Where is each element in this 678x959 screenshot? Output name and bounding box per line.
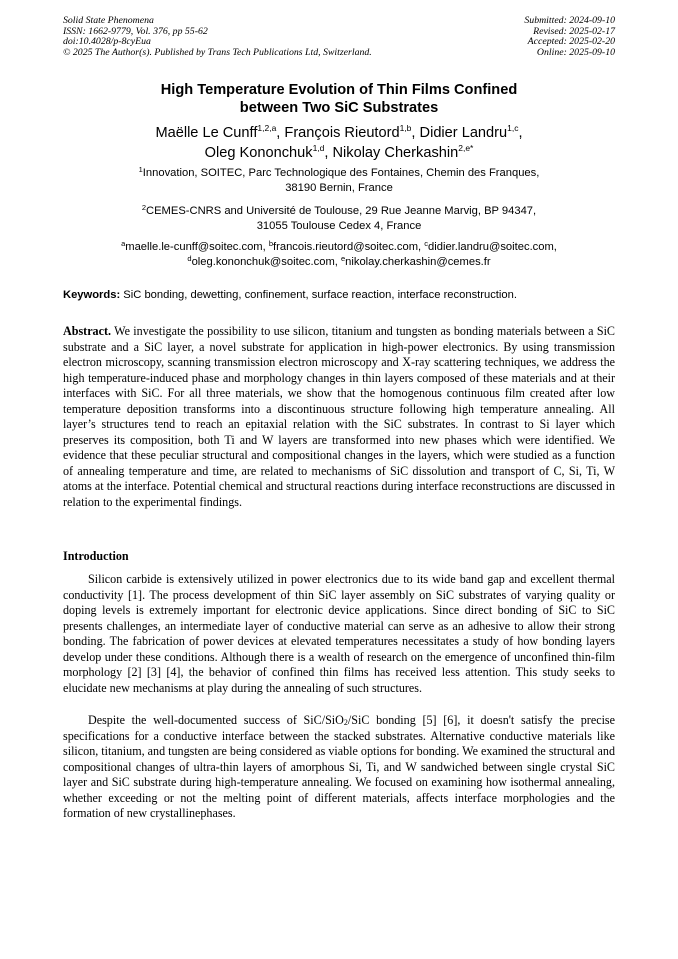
- affiliation-2: [63, 204, 615, 234]
- keywords: [63, 288, 615, 302]
- keywords-label: Keywords:: [63, 289, 121, 301]
- issn-line: ISSN: 1662-9779, Vol. 376, pp 55-62: [63, 25, 208, 37]
- copyright-line: © 2025 The Author(s). Published by Trans Tech Publications Ltd, Switzerland.: [63, 46, 372, 58]
- author-sup: 1,d: [312, 143, 325, 153]
- email-address[interactable]: nikolay.cherkashin@cemes.fr: [345, 255, 491, 268]
- section-heading-introduction: Introduction: [63, 549, 129, 563]
- author-emails: [63, 240, 615, 269]
- email-sup: a: [121, 239, 126, 248]
- email-sup: e: [340, 253, 346, 263]
- author-name: Maëlle Le Cunff: [155, 125, 258, 141]
- title-line-2: between Two SiC Substrates: [239, 100, 439, 116]
- accepted-date: Accepted: 2025-02-20: [527, 36, 615, 48]
- author-name: Oleg Kononchuk: [204, 145, 313, 161]
- email-address[interactable]: oleg.kononchuk@soitec.com,: [191, 255, 341, 268]
- title-line-1: High Temperature Evolution of Thin Films Confined: [160, 82, 518, 98]
- intro-paragraph-2: [63, 713, 615, 822]
- revised-date: Revised: 2025-02-17: [533, 25, 615, 37]
- author-name: François Rieutord: [284, 125, 400, 141]
- author-list: [63, 123, 615, 163]
- journal-info: [63, 16, 372, 58]
- authors-line-1: [63, 123, 615, 143]
- author-name: Nikolay Cherkashin: [332, 145, 459, 161]
- abstract-label: Abstract.: [63, 324, 112, 338]
- keywords-text: SiC bonding, dewetting, confinement, surface reaction, interface reconstruction.: [120, 289, 517, 301]
- author-sep: ,: [518, 125, 523, 141]
- affil-line: 31055 Toulouse Cedex 4, France: [256, 220, 422, 232]
- affil-line: Innovation, SOITEC, Parc Technologique des Fontaines, Chemin des Franques,: [142, 167, 540, 179]
- affil-sup: 1: [138, 165, 143, 174]
- author-sup: 1,c: [507, 123, 519, 133]
- para2-text-a: Despite the well-documented success of SiC/SiO: [88, 713, 344, 727]
- email-sup: d: [187, 253, 192, 263]
- email-sup: b: [268, 239, 274, 248]
- author-sup: 1,2,a: [257, 123, 277, 133]
- authors-line-2: [63, 143, 615, 163]
- email-address[interactable]: francois.rieutord@soitec.com,: [273, 241, 425, 253]
- email-address[interactable]: didier.landru@soitec.com,: [428, 241, 557, 253]
- para2-subscript: 2: [343, 718, 348, 727]
- para2-text-b: /SiC bonding [5] [6], it doesn't satisfy the precise specifications for a conductive interface between the stacked substrates. Alternative conductive materials like silicon, titanium, and tungsten are being considered as viable options for bonding. We examined the structural and compositional changes of ultra-thin layers of amorphous Si, Ti, and W sandwiched between single crystal SiC layer and SiC substrate during high-temperature annealing. We focused on examining how isothermal annealing, whether exceeding or not the melting point of different materials, affects interface morphologies and the formation of new crystallinephases.: [63, 713, 615, 821]
- author-sep: ,: [324, 145, 333, 161]
- doi-line: doi:10.4028/p-8cyEua: [63, 36, 151, 48]
- abstract-text: We investigate the possibility to use silicon, titanium and tungsten as bonding materials between a SiC substrate and a SiC layer, a novel substrate for application in high-power electronics. By using transmission electron microscopy, scanning transmission electron microscopy and X-ray scattering techniques, we address the high temperature-induced phase and morphology changes in thin layers composed of these materials and at their interfaces with SiC. For all three materials, we show that the homogenous continuous film created after low temperature deposition transforms into a discontinuous structure following high temperature annealing. All layer’s structures tend to reach an epitaxial relation with the SiC substrates. In contrast to Si layer which preserves its composition, both Ti and W layers are transformed into new phases which were identified. We evidence that these peculiar structural and compositional changes in the layers, which were studied as a function of annealing temperature and time, are related to mechanisms of SiC dissolution and transport of C, Si, Ti, W atoms at the interface. Potential chemical and structural reactions during interface reconstructions are discussed in relation to the experimental findings.: [63, 324, 615, 510]
- email-address[interactable]: maelle.le-cunff@soitec.com,: [125, 241, 269, 253]
- affiliation-1: [63, 166, 615, 196]
- intro-paragraph-1: Silicon carbide is extensively utilized in power electronics due to its wide band gap and excellent thermal conductivity [1]. The process development of thin SiC layer assembly on SiC substrates of varying quality or doping levels is extremely important for electronic device applications. Since direct bonding of SiC to SiC presents challenges, an intermediate layer of conductive material can serve as an adhesive to allow their strong bonding. The fabrication of power devices at elevated temperatures necessitates a study of how bonding layers develop under these conditions. Although there is a wealth of research on the emergence of unconfined thin-film morphology [2] [3] [4], the behavior of confined thin films has received less attention. This study seeks to elucidate new mechanisms at play during the annealing of such structures.: [63, 572, 615, 695]
- paper-title: [63, 81, 615, 117]
- affil-line: 38190 Bernin, France: [285, 182, 393, 194]
- journal-name: Solid State Phenomena: [63, 15, 154, 26]
- online-date: Online: 2025-09-10: [536, 46, 615, 58]
- affil-line: CEMES-CNRS and Université de Toulouse, 29 Rue Jeanne Marvig, BP 94347,: [146, 205, 537, 217]
- author-sep: ,: [411, 125, 420, 141]
- author-name: Didier Landru: [419, 125, 508, 141]
- author-sep: ,: [276, 125, 285, 141]
- submitted-date: Submitted: 2024-09-10: [524, 15, 615, 26]
- dates-info: [524, 16, 615, 58]
- affil-sup: 2: [141, 203, 147, 212]
- email-sup: c: [424, 239, 429, 248]
- author-sup: 2,e*: [458, 143, 474, 153]
- author-sup: 1,b: [399, 123, 412, 133]
- abstract: [63, 324, 615, 511]
